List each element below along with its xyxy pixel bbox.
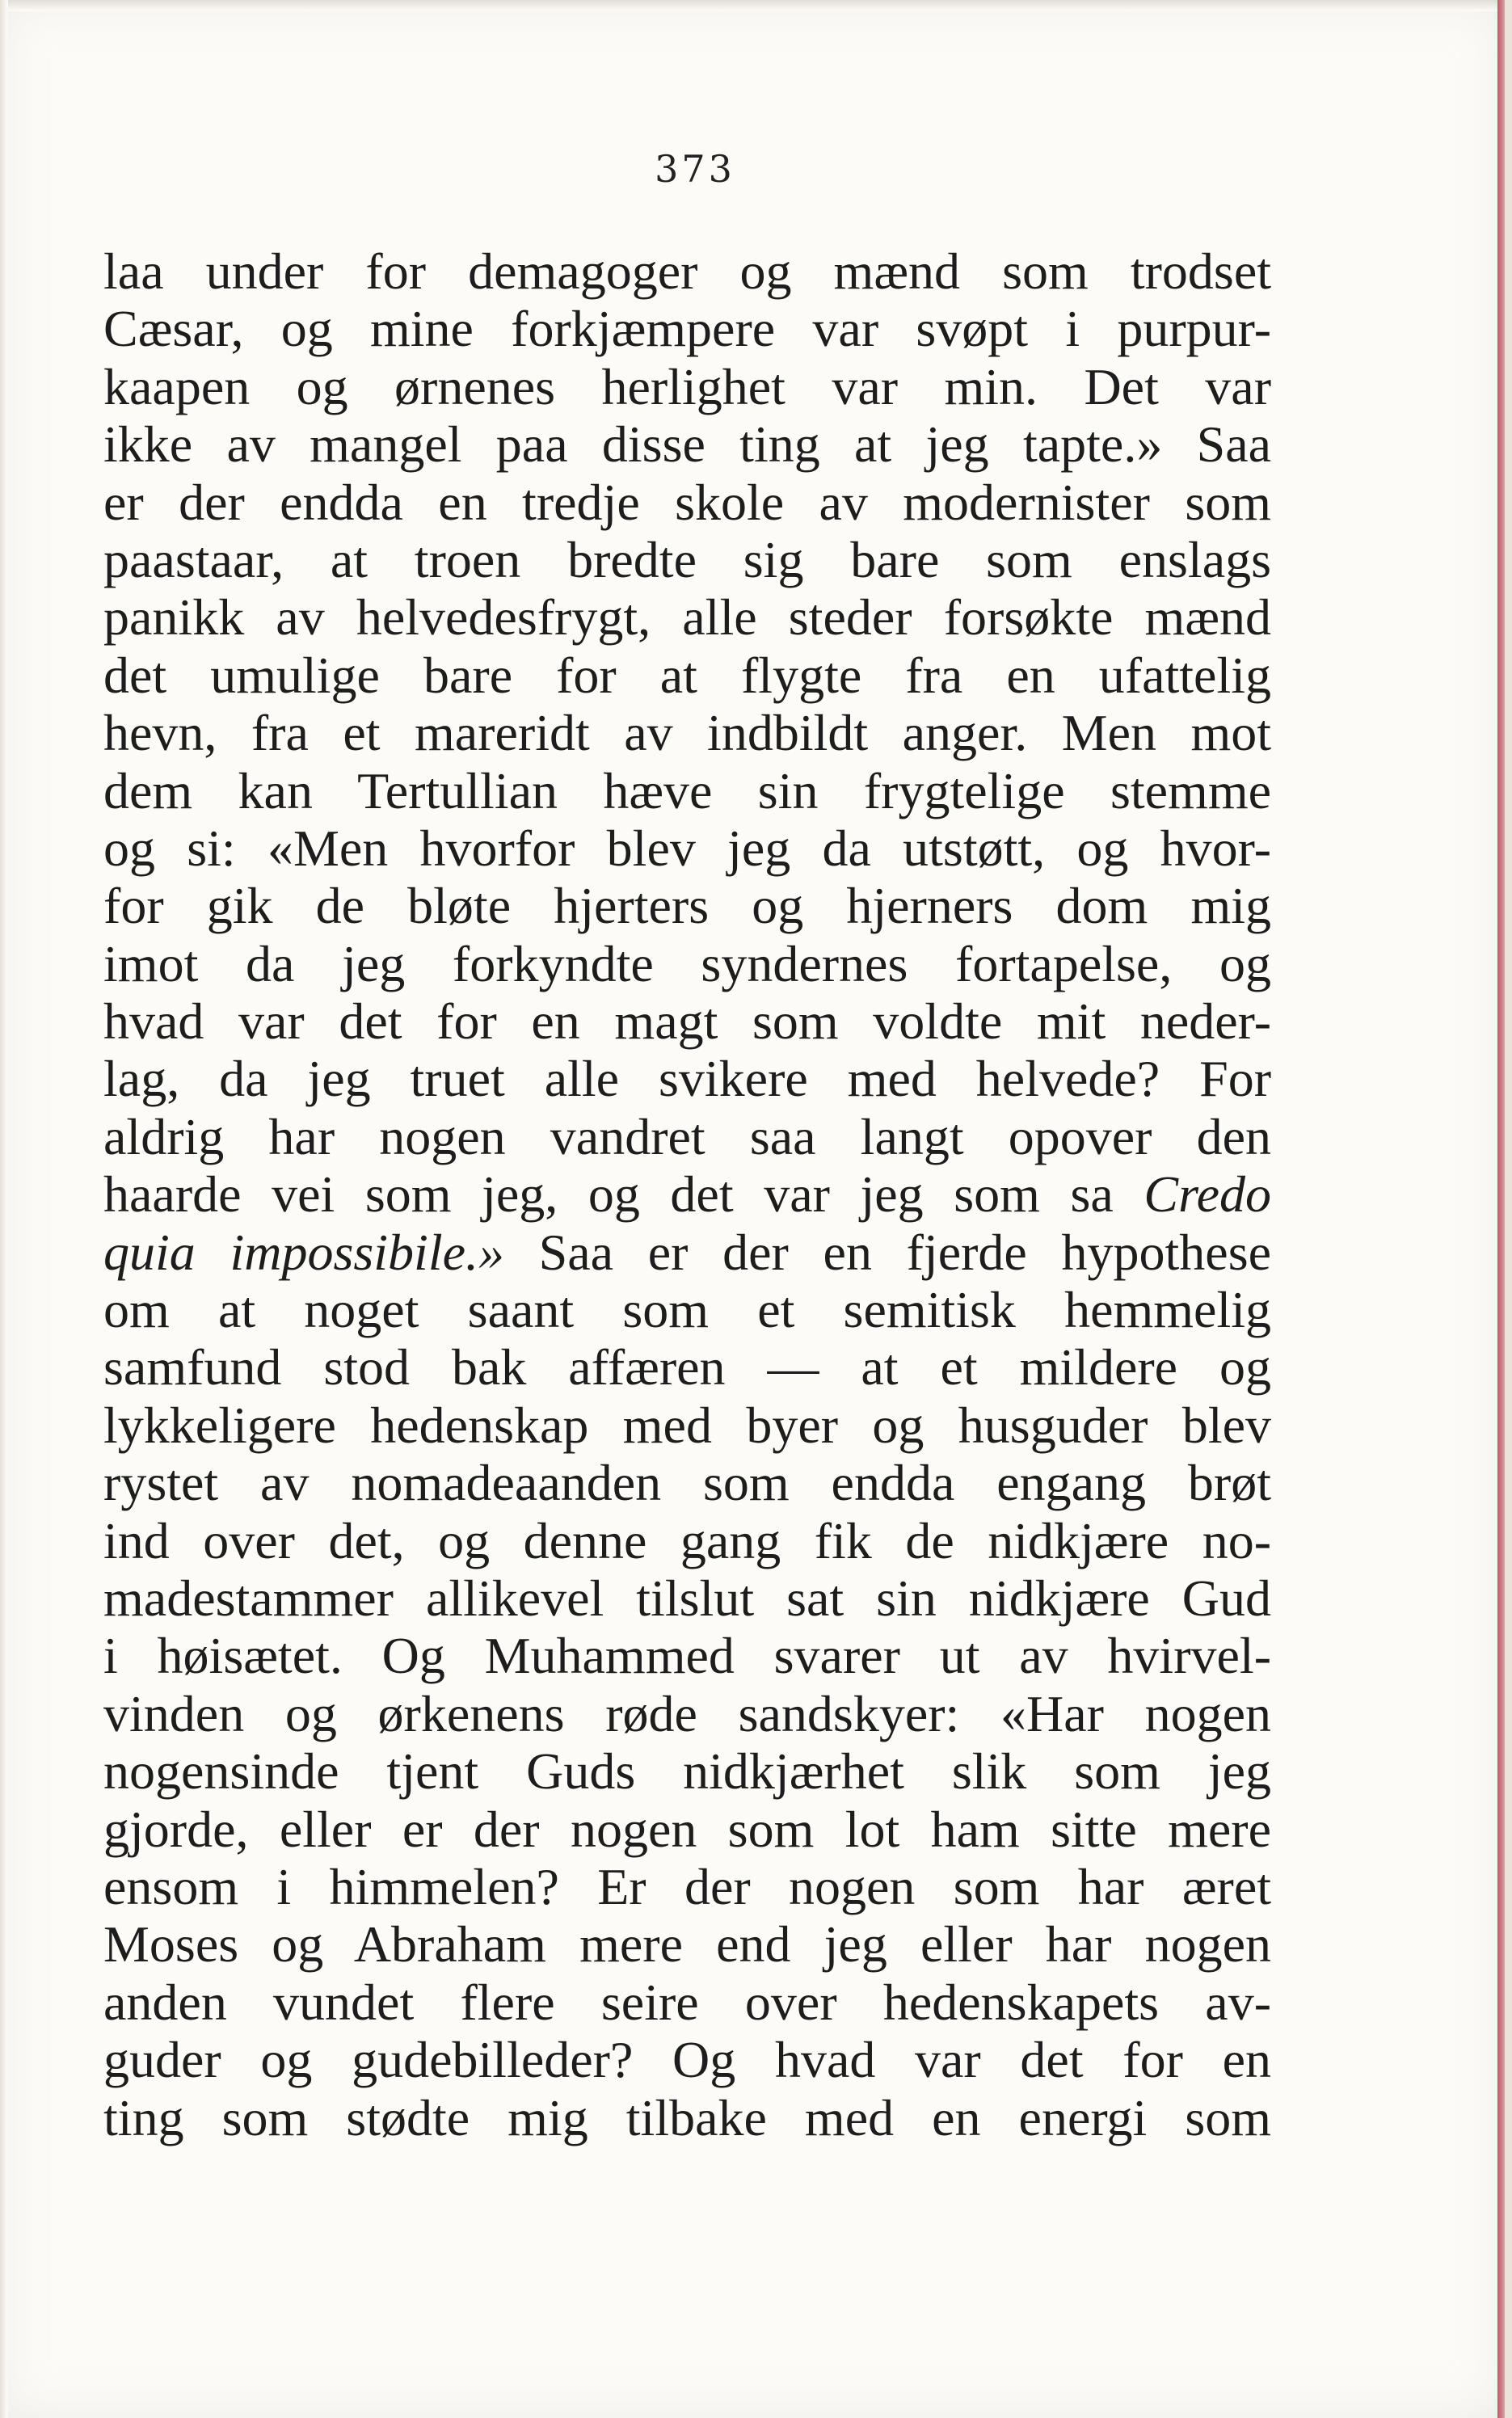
text-line: panikk av helvedesfrygt, alle steder forsøkte mænd	[103, 588, 1271, 647]
text-line: ikke av mangel paa disse ting at jeg tapte.» Saa	[103, 415, 1271, 474]
text-line: hvad var det for en magt som voldte mit neder-	[103, 992, 1271, 1051]
text-line: lykkeligere hedenskap med byer og husguder blev	[103, 1396, 1271, 1454]
text-line: quia impossibile.» Saa er der en fjerde hypothese	[103, 1223, 1271, 1281]
text-line: madestammer allikevel tilslut sat sin nidkjære Gud	[103, 1569, 1271, 1627]
body-text	[103, 242, 1271, 2146]
text-line: og si: «Men hvorfor blev jeg da utstøtt, og hvor-	[103, 819, 1271, 877]
page-number: 373	[655, 147, 735, 191]
text-line: guder og gudebilleder? Og hvad var det for en	[103, 2031, 1271, 2089]
text-line: hevn, fra et mareridt av indbildt anger. Men mot	[103, 704, 1271, 762]
text-line: for gik de bløte hjerters og hjerners dom mig	[103, 877, 1271, 935]
text-line: Cæsar, og mine forkjæmpere var svøpt i purpur-	[103, 300, 1271, 358]
page-top-edge	[0, 0, 1505, 11]
page-left-edge	[0, 0, 8, 2418]
text-line: det umulige bare for at flygte fra en ufattelig	[103, 646, 1271, 704]
text-line: Moses og Abraham mere end jeg eller har nogen	[103, 1915, 1271, 1974]
text-line: laa under for demagoger og mænd som trodset	[103, 242, 1271, 300]
text-line: aldrig har nogen vandret saa langt opover den	[103, 1107, 1271, 1165]
italic-phrase: Credo	[1143, 1165, 1271, 1224]
text-line: om at noget saant som et semitisk hemmelig	[103, 1281, 1271, 1339]
text-line: paastaar, at troen bredte sig bare som enslags	[103, 530, 1271, 588]
text-line: haarde vei som jeg, og det var jeg som sa Credo	[103, 1165, 1271, 1224]
italic-phrase: quia impossibile.»	[103, 1223, 505, 1281]
text-line: dem kan Tertullian hæve sin frygtelige stemme	[103, 761, 1271, 819]
red-page-edge	[1497, 0, 1505, 2418]
text-line: i høisætet. Og Muhammed svarer ut av hvirvel-	[103, 1627, 1271, 1685]
text-line: lag, da jeg truet alle svikere med helvede? For	[103, 1050, 1271, 1108]
text-line: anden vundet flere seire over hedenskapets av-	[103, 1973, 1271, 2031]
text-line: samfund stod bak affæren — at et mildere og	[103, 1338, 1271, 1396]
text-line: rystet av nomadeaanden som endda engang brøt	[103, 1454, 1271, 1512]
text-line: er der endda en tredje skole av modernister som	[103, 473, 1271, 531]
text-line: kaapen og ørnenes herlighet var min. Det var	[103, 357, 1271, 415]
text-line: vinden og ørkenens røde sandskyer: «Har nogen	[103, 1684, 1271, 1742]
text-line: ind over det, og denne gang fik de nidkjære no-	[103, 1511, 1271, 1569]
text-line: imot da jeg forkyndte syndernes fortapelse, og	[103, 934, 1271, 992]
text-line: ensom i himmelen? Er der nogen som har æret	[103, 1857, 1271, 1915]
text-line: gjorde, eller er der nogen som lot ham sitte mere	[103, 1800, 1271, 1858]
text-line: nogensinde tjent Guds nidkjærhet slik som jeg	[103, 1742, 1271, 1801]
text-line: ting som stødte mig tilbake med en energi som	[103, 2088, 1271, 2146]
